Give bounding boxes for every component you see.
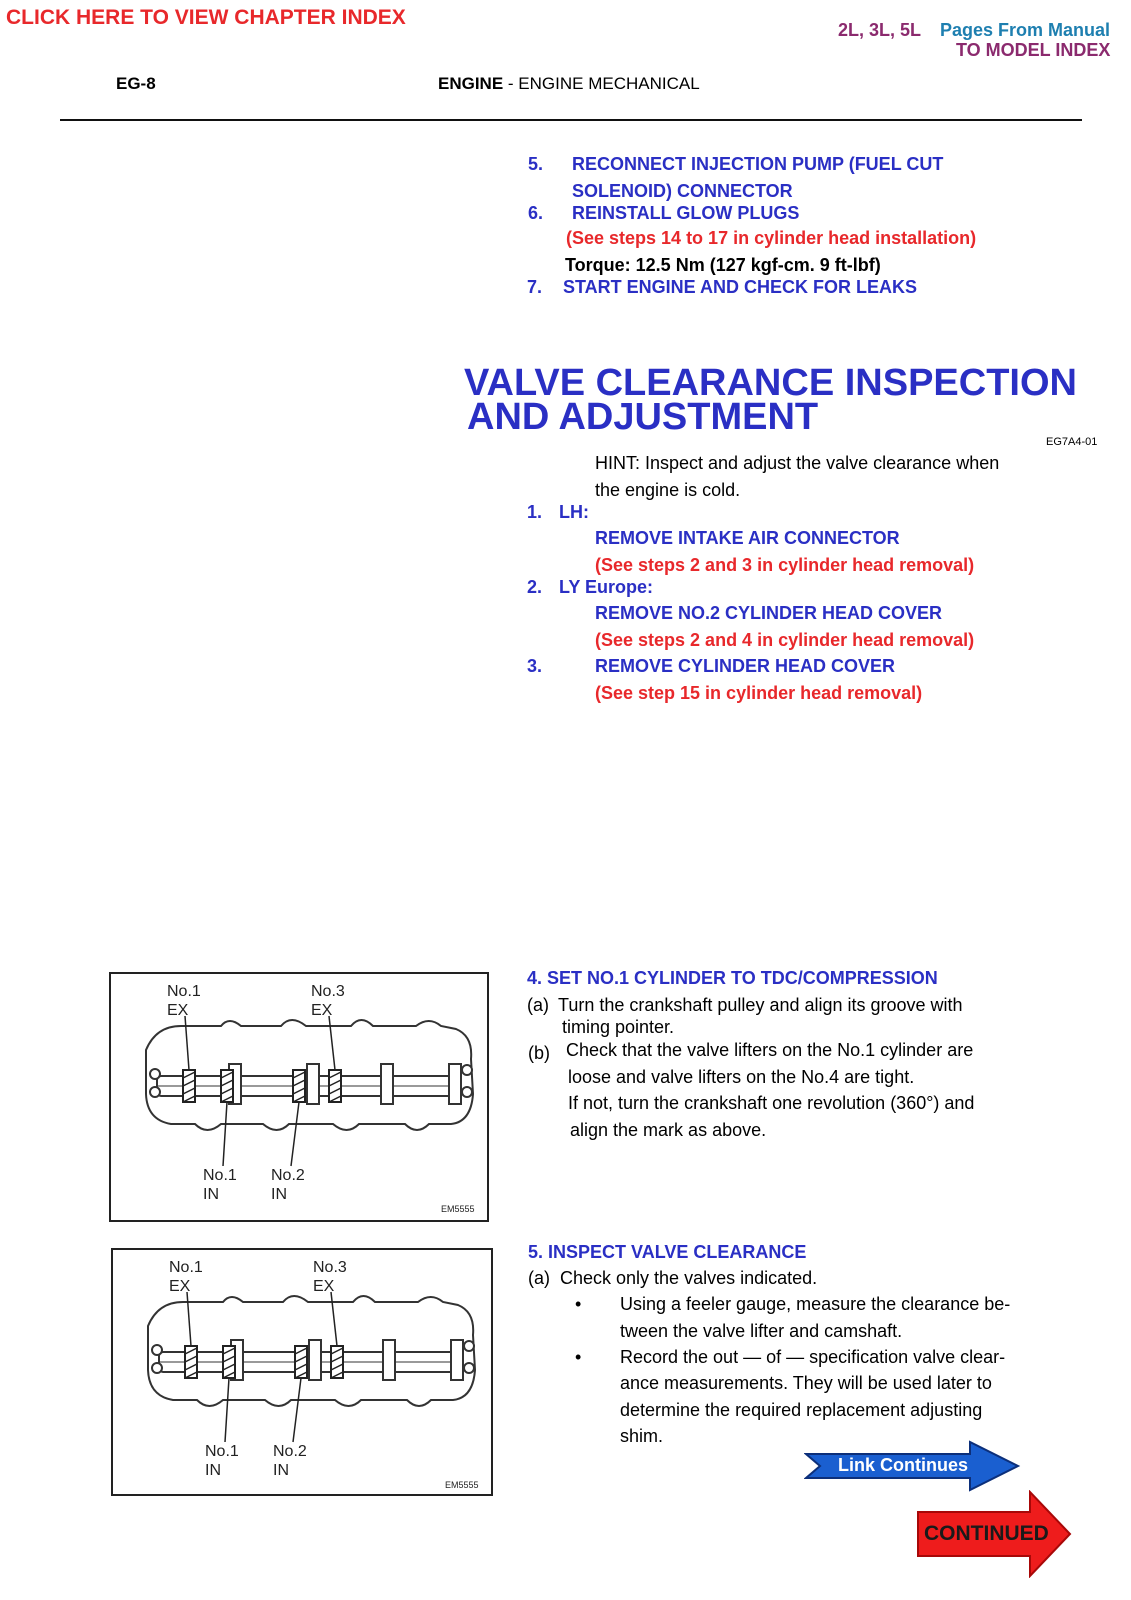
step5b-b1-line1: Using a feeler gauge, measure the clearance be- (620, 1294, 1011, 1314)
step5b-b2-line3: determine the required replacement adjusting (620, 1400, 983, 1420)
s3-ref-link[interactable]: (See step 15 in cylinder head removal) (595, 683, 923, 703)
fig1-no1ex-label: No.1 EX (167, 983, 201, 1019)
bullet-2: • (575, 1347, 582, 1367)
s3-num: 3. (527, 656, 543, 676)
s2-ref-link[interactable]: (See steps 2 and 4 in cylinder head removal) (595, 630, 975, 650)
step5-line2: SOLENOID) CONNECTOR (572, 181, 793, 201)
continued-button[interactable] (916, 1490, 1072, 1578)
step5b-b1-line2: tween the valve lifter and camshaft. (620, 1321, 903, 1341)
pages-from-manual-link[interactable]: Pages From Manual (940, 20, 1111, 40)
step4-b-line1: Check that the valve lifters on the No.1 cylinder are (566, 1040, 974, 1060)
s1-ref-link[interactable]: (See steps 2 and 3 in cylinder head removal) (595, 555, 975, 575)
step6-torque: Torque: 12.5 Nm (127 kgf-cm. 9 ft-lbf) (565, 255, 881, 275)
bullet-1: • (575, 1294, 582, 1314)
header-rule (60, 119, 1082, 121)
s1-label: LH: (559, 502, 589, 522)
section-header-bold: ENGINE (438, 74, 504, 93)
step5b-b2-line2: ance measurements. They will be used later to (620, 1373, 992, 1393)
chapter-index-link[interactable]: CLICK HERE TO VIEW CHAPTER INDEX (6, 6, 406, 29)
fig2-no3ex-label: No.3 EX (313, 1259, 347, 1295)
hint-line2: the engine is cold. (595, 480, 741, 500)
step5b-a-text: Check only the valves indicated. (560, 1268, 818, 1288)
step4-a-line1: Turn the crankshaft pulley and align its groove with (558, 995, 963, 1015)
hint-line1: HINT: Inspect and adjust the valve clearance when (595, 453, 1000, 473)
fig1-no2in-label: No.2 IN (271, 1167, 305, 1203)
fig1-code: EM5555 (441, 1204, 475, 1214)
model-list: 2L, 3L, 5L (838, 20, 922, 40)
s2-label: LY Europe: (559, 577, 654, 597)
step6-title: REINSTALL GLOW PLUGS (572, 203, 800, 223)
step4-heading: 4. SET NO.1 CYLINDER TO TDC/COMPRESSION (527, 968, 938, 988)
step7-num: 7. (527, 277, 543, 297)
fig1-no3ex-label: No.3 EX (311, 983, 345, 1019)
step5-line1: RECONNECT INJECTION PUMP (FUEL CUT (572, 154, 944, 174)
step4-b-line4: align the mark as above. (570, 1120, 767, 1140)
step4-b-line2: loose and valve lifters on the No.4 are tight. (568, 1067, 915, 1087)
fig1-no1in-label: No.1 IN (203, 1167, 237, 1203)
model-index-link[interactable]: TO MODEL INDEX (956, 40, 1111, 60)
step4-a-label: (a) (527, 995, 549, 1015)
camshaft-figure-1 (109, 972, 489, 1222)
step6-num: 6. (528, 203, 544, 223)
section-header (438, 74, 700, 94)
continued-label: CONTINUED (924, 1522, 1049, 1545)
section-title-line1: VALVE CLEARANCE INSPECTION (464, 362, 1077, 404)
step5b-heading: 5. INSPECT VALVE CLEARANCE (528, 1242, 807, 1262)
s3-title: REMOVE CYLINDER HEAD COVER (595, 656, 896, 676)
s2-num: 2. (527, 577, 543, 597)
fig2-no1in-label: No.1 IN (205, 1443, 239, 1479)
step5b-b2-line1: Record the out — of — specification valve clear- (620, 1347, 1006, 1367)
s1-num: 1. (527, 502, 543, 522)
step5-num: 5. (528, 154, 544, 174)
fig2-no1ex-label: No.1 EX (169, 1259, 203, 1295)
link-continues-button[interactable] (804, 1440, 1022, 1492)
step7-title: START ENGINE AND CHECK FOR LEAKS (563, 277, 918, 297)
s2-title: REMOVE NO.2 CYLINDER HEAD COVER (595, 603, 943, 623)
step4-b-label: (b) (528, 1043, 550, 1063)
page-id: EG-8 (116, 74, 156, 93)
step6-ref-link[interactable]: (See steps 14 to 17 in cylinder head installation) (566, 228, 977, 248)
section-header-rest: - ENGINE MECHANICAL (503, 74, 700, 93)
s1-title: REMOVE INTAKE AIR CONNECTOR (595, 528, 900, 548)
link-continues-label: Link Continues (838, 1455, 968, 1475)
camshaft-figure-2 (111, 1248, 493, 1496)
section-title-line2: AND ADJUSTMENT (467, 396, 819, 438)
step4-a-line2: timing pointer. (562, 1017, 675, 1037)
step5b-b2-line4: shim. (620, 1426, 664, 1446)
step5b-a-label: (a) (528, 1268, 550, 1288)
section-code: EG7A4-01 (1046, 436, 1098, 448)
fig2-code: EM5555 (445, 1480, 479, 1490)
step4-b-line3: If not, turn the crankshaft one revolution (360°) and (568, 1093, 975, 1113)
fig2-no2in-label: No.2 IN (273, 1443, 307, 1479)
